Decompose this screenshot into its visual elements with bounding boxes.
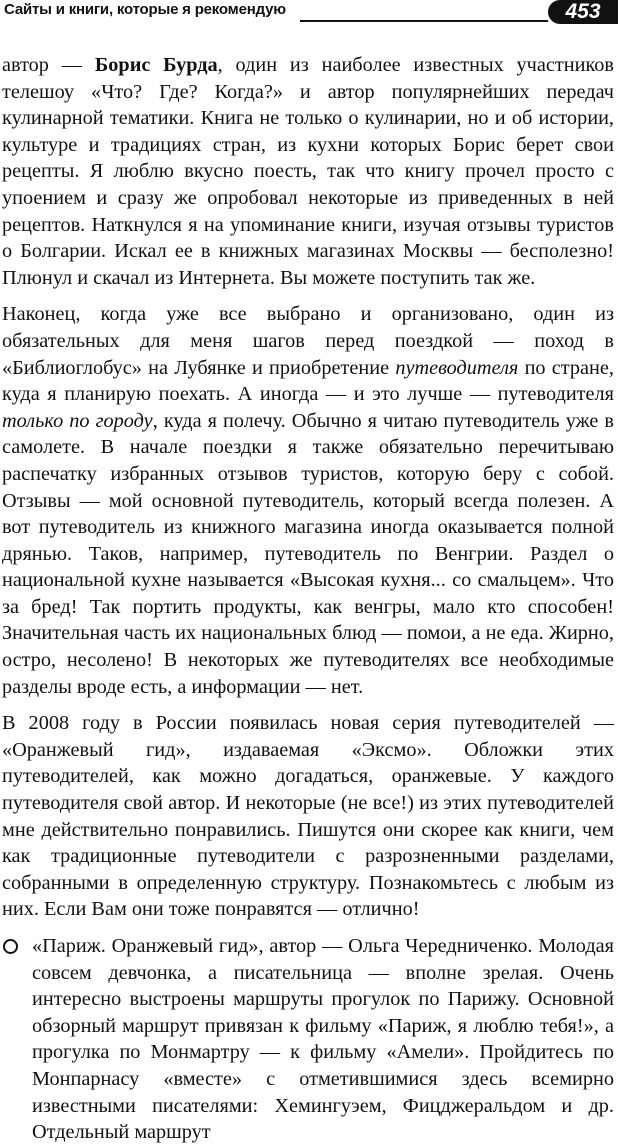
circle-bullet-icon <box>3 939 18 954</box>
paragraph-2 <box>2 301 614 700</box>
running-header <box>0 0 620 26</box>
paragraph-2-part-1: Наконец, когда уже все выбрано и организовано, один из обязательных для меня шагов перед поездкой — поход в «Библиоглобус» на Лубянке и приобретение <box>2 303 614 379</box>
paragraph-2-part-3: , куда я полечу. Обычно я читаю путеводитель уже в самолете. В начале поездки я также обязательно перечитываю распечатку избранных отзывов туристов, которую беру с собой. Отзывы — мой основной путеводитель, который всегда полезен. А вот путеводитель из книжного магазина иногда оказывается полной дрянью. Таков, например, путеводитель по Венгрии. Раздел о национальной кухне называется «Высокая кухня... со смальцем». Что за бред! Так портить продукты, как венгры, мало кто способен! Значительная часть их национальных блюд — помои, а не еда. Жирно, остро, несолено! В некоторых же путеводителях все необходимые разделы вроде есть, а информации — нет. <box>2 409 614 698</box>
paragraph-1-start: автор — <box>2 54 95 76</box>
running-header-title: Сайты и книги, которые я рекомендую <box>4 1 286 18</box>
paragraph-2-part-2: по стране, куда я планирую поехать. А иногда — и это лучше — путеводителя <box>2 356 614 406</box>
author-name-bold: Борис Бурда <box>94 54 218 76</box>
paragraph-1-rest: , один из наиболее известных участников телешоу «Что? Где? Когда?» и автор популярнейших передач кулинарной тематики. Книга не только о кулинарии, но и об истории, культуре и традициях стран, из кухни которых Борис берет свои рецепты. Я люблю вкусно поесть, так что книгу прочел просто с упоением и сразу же опробовал некоторые из приведенных в ней рецептов. Наткнулся я на упоминание книги, изучая отзывы туристов о Болгарии. Искал ее в книжных магазинах Москвы — бесполезно! Плюнул и скачал из Интернета. Вы можете поступить так же. <box>2 54 614 289</box>
header-rule <box>300 20 548 22</box>
bullet-item-paris-guide <box>2 933 614 1146</box>
emphasis-city-only: только по городу <box>2 409 153 432</box>
paragraph-3: В 2008 году в России появилась новая серия путеводителей — «Оранжевый гид», издаваемая «Эксмо». Обложки этих путеводителей, как можно догадаться, оранжевые. У каждого путеводителя свой автор. И некоторые (не все!) из этих путеводителей мне действительно понравились. Пишутся они скорее как книги, чем как традиционные путеводители с разрозненными разделами, собранными в определенную структуру. Познакомьтесь с любым из них. Если Вам они тоже понравятся — отлично! <box>2 712 614 921</box>
paragraph-1 <box>2 52 614 291</box>
page-body <box>2 52 614 1146</box>
bullet-item-text: «Париж. Оранжевый гид», автор — Ольга Чередниченко. Молодая совсем девчонка, а писательница — вполне зрелая. Очень интересно выстроены маршруты прогулок по Парижу. Основной обзорный маршрут привязан к фильму «Париж, я люблю тебя!», а прогулка по Монмартру — к фильму «Амели». Пройдитесь по Монпарнасу «вместе» с отметившимися здесь всемирно известными писателями: Хемингуэем, Фицджеральдом и др. Отдельный маршрут <box>32 935 614 1144</box>
emphasis-guidebook: путеводителя <box>395 356 519 379</box>
page-number: 453 <box>548 0 618 24</box>
